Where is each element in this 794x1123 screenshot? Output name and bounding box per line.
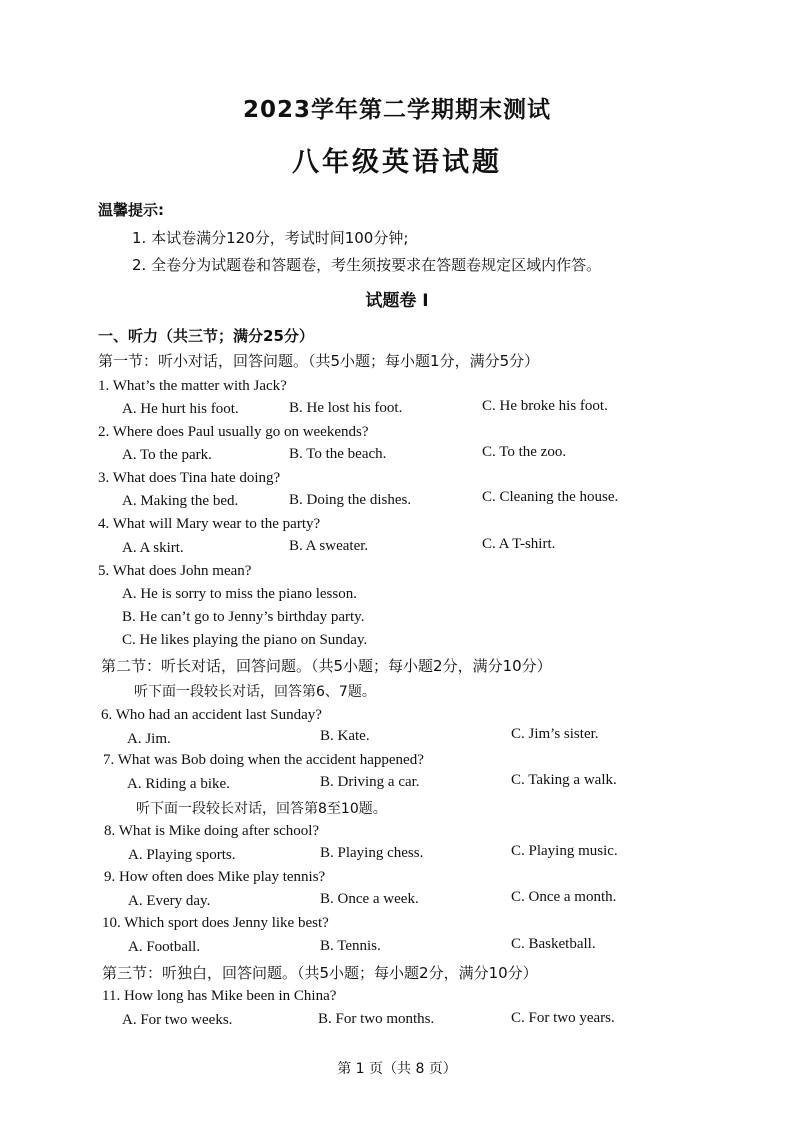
part-heading: 一、听力（共三节；满分25分） — [98, 327, 314, 345]
exam-title: 2023学年第二学期期末测试 — [242, 97, 551, 123]
section-heading: 第二节：听长对话，回答问题。（共5小题；每小题2分，满分10分） — [101, 657, 552, 675]
question: 7. What was Bob doing when the accident happened? — [103, 752, 424, 768]
option-b: B. Kate. — [320, 728, 370, 744]
option-a: A. Riding a bike. — [127, 776, 230, 792]
option-a: A. He is sorry to miss the piano lesson. — [122, 586, 357, 602]
option-b: B. Tennis. — [320, 938, 381, 954]
option-c: C. Playing music. — [511, 843, 618, 859]
option-b: B. He can’t go to Jenny’s birthday party. — [122, 609, 365, 625]
section-heading: 第一节：听小对话，回答问题。（共5小题；每小题1分，满分5分） — [98, 352, 540, 370]
option-b: B. For two months. — [318, 1011, 435, 1027]
option-a: A. A skirt. — [122, 540, 184, 556]
tip-item: 2. 全卷分为试题卷和答题卷，考生须按要求在答题卷规定区域内作答。 — [132, 256, 602, 274]
section-heading: 第三节：听独白，回答问题。（共5小题；每小题2分，满分10分） — [102, 964, 538, 982]
page-footer: 第 1 页（共 8 页） — [337, 1061, 457, 1077]
option-a: A. Every day. — [128, 893, 211, 909]
option-c: C. Cleaning the house. — [482, 489, 619, 505]
question: 2. Where does Paul usually go on weekends? — [98, 424, 369, 440]
question: 4. What will Mary wear to the party? — [98, 516, 321, 532]
option-a: A. Jim. — [127, 731, 171, 747]
question: 9. How often does Mike play tennis? — [104, 869, 326, 885]
option-c: C. To the zoo. — [482, 444, 567, 460]
option-c: C. He likes playing the piano on Sunday. — [122, 632, 368, 648]
question: 6. Who had an accident last Sunday? — [101, 707, 322, 723]
option-a: A. To the park. — [122, 447, 212, 463]
exam-subtitle: 八年级英语试题 — [292, 147, 502, 178]
option-c: C. Once a month. — [511, 889, 617, 905]
option-b: B. Playing chess. — [320, 845, 424, 861]
question: 1. What’s the matter with Jack? — [98, 378, 287, 394]
option-b: B. Doing the dishes. — [289, 492, 412, 508]
option-c: C. Basketball. — [511, 936, 596, 952]
option-c: C. Jim’s sister. — [511, 726, 599, 742]
question: 5. What does John mean? — [98, 563, 252, 579]
paper-heading: 试题卷 I — [365, 291, 429, 311]
option-c: C. He broke his foot. — [482, 398, 608, 414]
option-a: A. Football. — [128, 939, 201, 955]
option-c: C. Taking a walk. — [511, 772, 617, 788]
option-b: B. To the beach. — [289, 446, 387, 462]
option-a: A. Making the bed. — [122, 493, 239, 509]
instruction: 听下面一段较长对话，回答第6、7题。 — [134, 684, 376, 700]
option-a: A. Playing sports. — [128, 847, 236, 863]
option-b: B. Driving a car. — [320, 774, 420, 790]
option-c: C. A T-shirt. — [482, 536, 556, 552]
question: 8. What is Mike doing after school? — [104, 823, 320, 839]
question: 11. How long has Mike been in China? — [102, 988, 337, 1004]
option-a: A. He hurt his foot. — [122, 401, 239, 417]
instruction: 听下面一段较长对话，回答第8至10题。 — [136, 801, 387, 817]
option-b: B. He lost his foot. — [289, 400, 403, 416]
tips-heading: 温馨提示: — [98, 201, 164, 219]
tip-item: 1. 本试卷满分120分，考试时间100分钟; — [132, 229, 409, 247]
option-b: B. A sweater. — [289, 538, 369, 554]
option-a: A. For two weeks. — [122, 1012, 233, 1028]
option-b: B. Once a week. — [320, 891, 419, 907]
question: 10. Which sport does Jenny like best? — [102, 915, 329, 931]
question: 3. What does Tina hate doing? — [98, 470, 281, 486]
option-c: C. For two years. — [511, 1010, 615, 1026]
